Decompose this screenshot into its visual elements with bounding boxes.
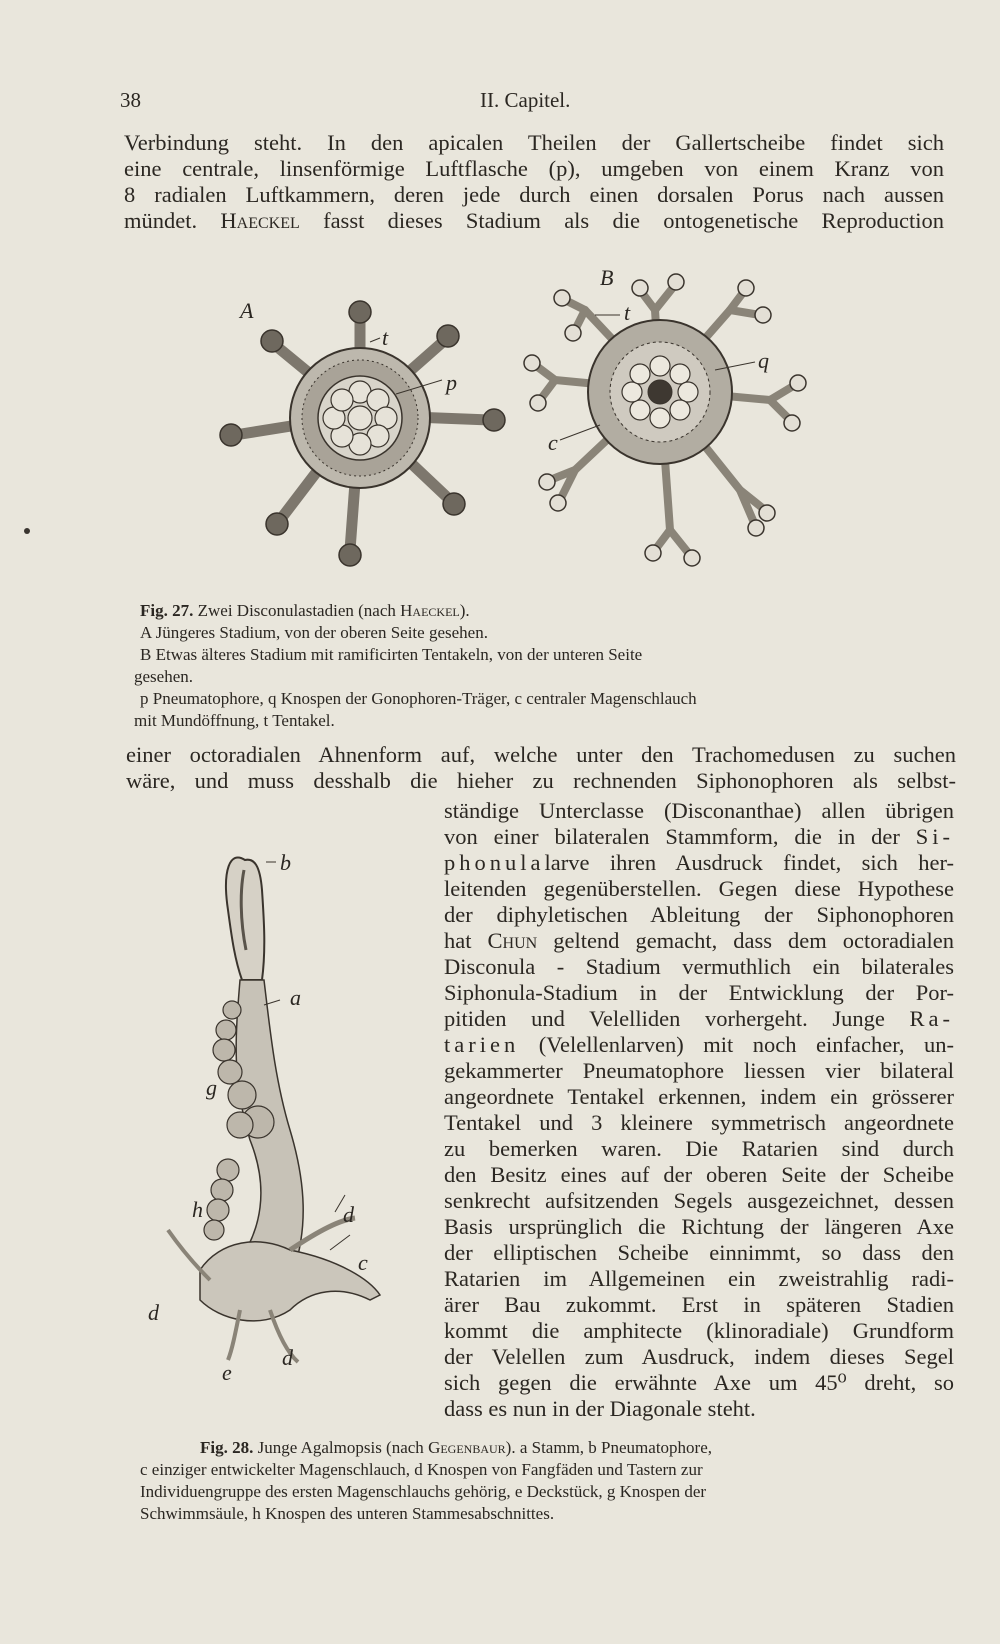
author-name: Haeckel — [220, 208, 300, 233]
label-p: p — [446, 370, 457, 395]
caption-line: mit Mundöffnung, t Tentakel. — [134, 711, 335, 730]
text-line: angeordnete Tentakel erkennen, indem ein grösserer — [444, 1084, 954, 1109]
text-line: phonulalarve ihren Ausdruck findet, sich her- — [444, 850, 954, 875]
label-d-upper: d — [343, 1202, 354, 1227]
text-line: der Velellen zum Ausdruck, indem dieses Segel — [444, 1344, 954, 1369]
paragraph-beside-figure — [444, 798, 954, 1422]
text-line: ärer Bau zukommt. Erst in späteren Stadien — [444, 1292, 954, 1317]
text-line: den Besitz eines auf der oberen Seite der Scheibe — [444, 1162, 954, 1187]
text-line: Basis ursprünglich die Richtung der längeren Axe — [444, 1214, 954, 1239]
text-line: Ratarien im Allgemeinen ein zweistrahlig radi- — [444, 1266, 954, 1291]
text-line: wäre, und muss desshalb die hieher zu rechnenden Siphonophoren als selbst- — [126, 768, 956, 793]
text-line: 8 radialen Luftkammern, deren jede durch einen dorsalen Porus nach aussen — [124, 182, 944, 207]
caption-line: Schwimmsäule, h Knospen des unteren Stammesabschnittes. — [140, 1504, 555, 1523]
text-line: von einer bilateralen Stammform, die in der Si- — [444, 824, 954, 849]
caption-title: Fig. 28. Junge Agalmopsis (nach Gegenbaur). a Stamm, b Pneumatophore, — [200, 1438, 712, 1457]
label-c: c — [548, 430, 558, 455]
disconula-stage-b — [524, 274, 806, 566]
paragraph-continuation — [124, 130, 944, 234]
label-t-stage-a: t — [382, 325, 389, 350]
text-line: ständige Unterclasse (Disconanthae) allen übrigen — [444, 798, 954, 823]
text-line: kommt die amphitecte (klinoradiale) Grundform — [444, 1318, 954, 1343]
caption-title: Fig. 27. Zwei Disconulastadien (nach Haeckel). — [140, 601, 470, 620]
text-line: pitiden und Velelliden vorhergeht. Junge Ra- — [444, 1006, 954, 1031]
text-line: leitenden gegenüberstellen. Gegen diese Hypothese — [444, 876, 954, 901]
page-number: 38 — [120, 88, 141, 112]
label-a: a — [290, 985, 301, 1010]
figure-27-disconula-illustration — [200, 270, 820, 600]
figure-27-caption — [134, 600, 950, 732]
ink-spot — [24, 528, 30, 534]
caption-line: A Jüngeres Stadium, von der oberen Seite gesehen. — [140, 623, 488, 642]
caption-line: c einziger entwickelter Magenschlauch, d Knospen von Fangfäden und Tastern zur — [140, 1460, 703, 1479]
text-line: tarien (Velellenlarven) mit noch einfacher, un- — [444, 1032, 955, 1057]
figure-28-caption — [140, 1437, 970, 1525]
text-line: mündet. Haeckel fasst dieses Stadium als die ontogenetische Reproduction — [124, 208, 944, 233]
caption-fig-label: Fig. 28. — [200, 1438, 254, 1457]
text-line: der elliptischen Scheibe einnimmt, so dass den — [444, 1240, 954, 1265]
label-q: q — [758, 348, 769, 373]
label-d-lower: d — [282, 1345, 293, 1370]
caption-line: gesehen. — [134, 667, 194, 686]
running-header — [120, 88, 920, 118]
caption-line: Individuengruppe des ersten Magenschlauchs gehörig, e Deckstück, g Knospen der — [140, 1482, 707, 1501]
label-g: g — [206, 1075, 217, 1100]
figure-label-b: B — [600, 270, 614, 290]
caption-line: B Etwas älteres Stadium mit ramificirten Tentakeln, von der unteren Seite — [140, 645, 643, 664]
text-line: Verbindung steht. In den apicalen Theilen der Gallertscheibe findet sich — [124, 130, 944, 155]
text-line: Disconula - Stadium vermuthlich ein bilaterales — [444, 954, 954, 979]
text-line: einer octoradialen Ahnenform auf, welche unter den Trachomedusen zu suchen — [126, 742, 956, 767]
text-line: sich gegen die erwähnte Axe um 45⁰ dreht, so — [444, 1370, 954, 1395]
text-line: der diphyletischen Ableitung der Siphonophoren — [444, 902, 954, 927]
label-d-left: d — [148, 1300, 159, 1325]
caption-fig-label: Fig. 27. — [140, 601, 194, 620]
text-line: dass es nun in der Diagonale steht. — [444, 1396, 756, 1421]
caption-line: p Pneumatophore, q Knospen der Gonophoren-Träger, c centraler Magenschlauch — [140, 689, 697, 708]
label-b: b — [280, 850, 291, 875]
chapter-title: II. Capitel. — [480, 88, 571, 112]
text-line: zu bemerken waren. Die Ratarien sind durch — [444, 1136, 954, 1161]
text-line: Siphonula-Stadium in der Entwicklung der Por- — [444, 980, 954, 1005]
paragraph-main — [126, 742, 956, 794]
label-h: h — [192, 1197, 203, 1222]
disconula-stage-a — [220, 301, 505, 566]
text-line: hat Chun geltend gemacht, dass dem octoradialen — [444, 928, 954, 953]
label-e: e — [222, 1360, 232, 1385]
figure-label-a: A — [240, 298, 254, 323]
label-c: c — [358, 1250, 368, 1275]
text-line: gekammerter Pneumatophore liessen vier bilateral — [444, 1058, 954, 1083]
text-line: senkrecht aufsitzenden Segels ausgezeichnet, dessen — [444, 1188, 954, 1213]
text-line: Tentakel und 3 kleinere symmetrisch angeordnete — [444, 1110, 954, 1135]
figure-28-agalmopsis-illustration — [140, 840, 430, 1400]
text-line: eine centrale, linsenförmige Luftflasche (p), umgeben von einem Kranz von — [124, 156, 944, 181]
label-t-stage-b: t — [624, 300, 631, 325]
